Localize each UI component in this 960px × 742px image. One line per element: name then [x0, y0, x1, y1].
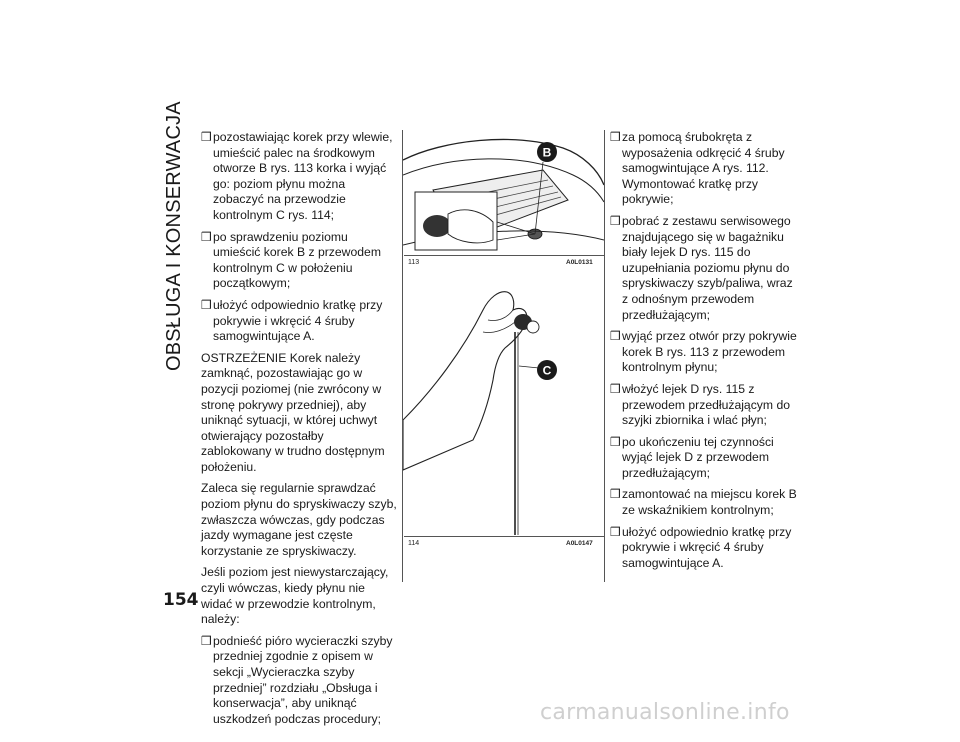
- list-item: ❒ włożyć lejek D rys. 115 z przewodem przedłużającym do szyjki zbiornika i wlać płyn;: [610, 381, 790, 428]
- checkbox-bullet-icon: ❒: [610, 487, 621, 502]
- callout-c-label: C: [542, 363, 552, 378]
- checkbox-bullet-icon: ❒: [610, 130, 621, 144]
- checkbox-bullet-icon: ❒: [201, 633, 212, 648]
- checkbox-bullet-icon: ❒: [610, 329, 621, 344]
- list-item: ❒ wyjąć przez otwór przy pokrywie korek B rys. 113 z przewodem kontrolnym płynu;: [610, 329, 797, 375]
- figure-divider: [404, 536, 604, 537]
- list-item: ❒ pozostawiając korek przy wlewie, umieścić palec na środkowym otworze B rys. 113 korka i wyjąć go: poziom płynu można zobaczyć na przewodzie kontrolnym C rys. 114;: [201, 130, 393, 222]
- paragraph: Jeśli poziom jest niewystarczający, czyli wówczas, kiedy płynu nie widać w przewodzie kontrolnym, należy:: [201, 565, 389, 627]
- figure-number: 114: [408, 540, 420, 547]
- warning-paragraph: OSTRZEŻENIE Korek należy zamknąć, pozostawiając go w pozycji poziomej (nie zwrócony w stronę pokrywy przedniej), aby uniknąć sytuacji, w której uchwyt otwierający pozostałby zablokowany w trudno dostępnym położeniu.: [201, 350, 385, 474]
- watermark: carmanualsonline.info: [540, 700, 790, 725]
- checkbox-bullet-icon: ❒: [610, 524, 621, 539]
- bonnet-cap-illustration: [403, 130, 604, 255]
- list-item: ❒ po sprawdzeniu poziomu umieścić korek B z przewodem kontrolnym C w położeniu początkowym;: [201, 229, 381, 291]
- level-tube-illustration: [403, 270, 604, 535]
- list-item: ❒ po ukończeniu tej czynności wyjąć lejek D z przewodem przedłużającym;: [610, 434, 774, 480]
- list-item: ❒ pobrać z zestawu serwisowego znajdującego się w bagażniku biały lejek D rys. 115 do uzupełniania poziomu płynu do spryskiwaczy szyb/paliwa, wraz z odnośnym przewodem przedłużającym;: [610, 213, 793, 322]
- list-item: ❒ podnieść pióro wycieraczki szyby przedniej zgodnie z opisem w sekcji „Wycieraczka szyby przedniej” rozdziału „Obsługa i konserwacja”, aby uniknąć uszkodzeń podczas procedury;: [201, 633, 393, 726]
- checkbox-bullet-icon: ❒: [610, 434, 621, 449]
- paragraph: Zaleca się regularnie sprawdzać poziom płynu do spryskiwaczy szyb, zwłaszcza wówczas, gdy podczas jazdy wymagane jest częste korzystanie ze spryskiwaczy.: [201, 481, 397, 558]
- checkbox-bullet-icon: ❒: [201, 297, 212, 312]
- checkbox-bullet-icon: ❒: [201, 130, 212, 144]
- checkbox-bullet-icon: ❒: [201, 229, 212, 244]
- list-item: ❒ ułożyć odpowiednio kratkę przy pokrywie i wkręcić 4 śruby samogwintujące A.: [610, 524, 792, 570]
- list-item: ❒ zamontować na miejscu korek B ze wskaźnikiem kontrolnym;: [610, 487, 797, 518]
- section-title-text: OBSŁUGA I KONSERWACJA: [163, 101, 185, 371]
- figure-code: A0L0131: [566, 259, 593, 266]
- figure-divider: [404, 255, 604, 256]
- checkbox-bullet-icon: ❒: [610, 213, 621, 228]
- figure-code: A0L0147: [566, 540, 593, 547]
- list-item: ❒ za pomocą śrubokręta z wyposażenia odkręcić 4 śruby samogwintujące A rys. 112. Wymontować kratkę przy pokrywie;: [610, 130, 785, 207]
- page-number: 154: [163, 590, 199, 610]
- section-title: [162, 101, 190, 371]
- figure-number: 113: [408, 259, 420, 266]
- column-divider: [604, 130, 605, 582]
- right-column: [610, 130, 802, 577]
- callout-b-label: B: [542, 145, 552, 160]
- checkbox-bullet-icon: ❒: [610, 381, 621, 396]
- left-column: [201, 130, 397, 733]
- list-item: ❒ ułożyć odpowiednio kratkę przy pokrywie i wkręcić 4 śruby samogwintujące A.: [201, 297, 383, 344]
